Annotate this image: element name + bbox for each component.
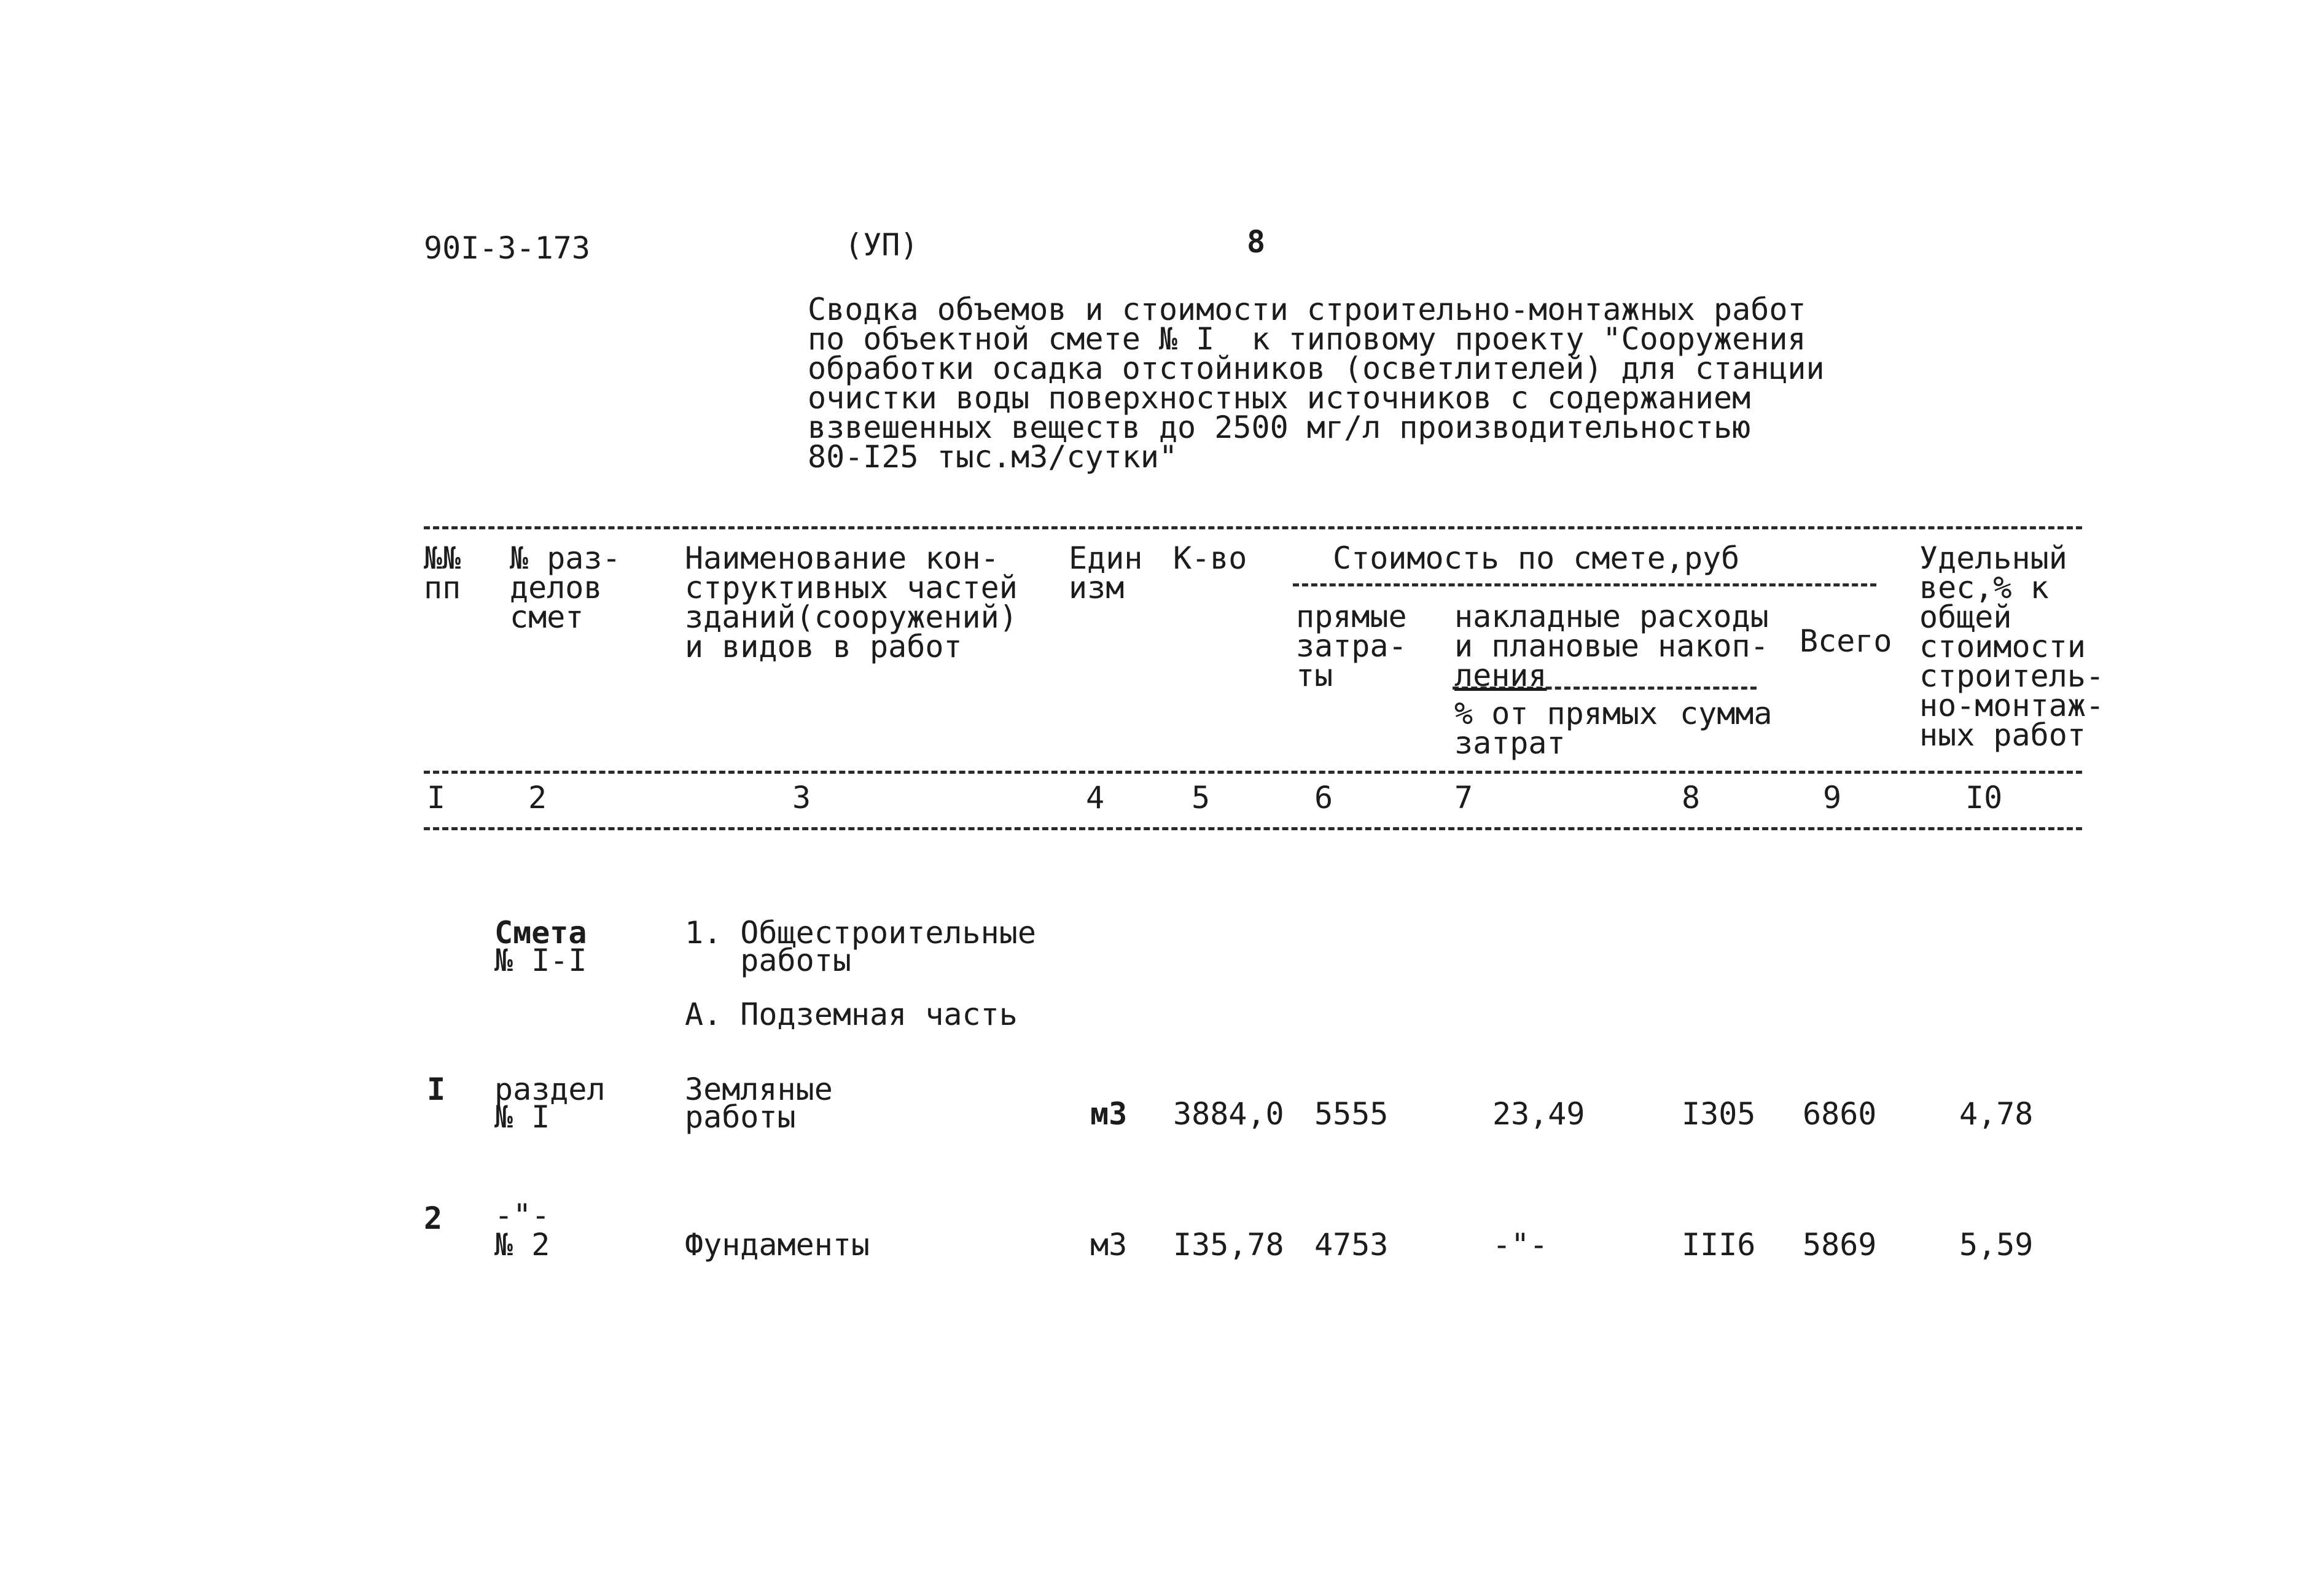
row-quantity: I35,78 bbox=[1173, 1227, 1284, 1263]
header-text: затрат bbox=[1454, 725, 1566, 761]
column-number: 3 bbox=[792, 780, 811, 816]
header-text: % от прямых bbox=[1454, 696, 1658, 731]
header-text: №№ bbox=[424, 540, 461, 576]
row-direct-cost: 5555 bbox=[1314, 1096, 1389, 1132]
header-text: № раз- bbox=[510, 540, 621, 576]
header-text: вес,% к bbox=[1919, 570, 2049, 605]
page-number: 8 bbox=[1247, 224, 1266, 260]
header-text: Наименование кон- bbox=[685, 540, 999, 576]
header-text: ных работ bbox=[1919, 717, 2086, 753]
header-text: делов bbox=[510, 570, 603, 605]
section-title: работы bbox=[685, 943, 851, 978]
row-total: 5869 bbox=[1803, 1227, 1877, 1263]
row-overhead-percent: 23,49 bbox=[1492, 1096, 1585, 1132]
header-text: накладные расходы bbox=[1454, 599, 1769, 634]
row-unit: м3 bbox=[1090, 1227, 1128, 1263]
row-share: 4,78 bbox=[1959, 1096, 2034, 1132]
header-text: стоимости bbox=[1919, 629, 2086, 664]
smeta-label: Смета bbox=[494, 915, 587, 951]
row-unit: м3 bbox=[1090, 1096, 1128, 1132]
row-share: 5,59 bbox=[1959, 1227, 2034, 1263]
row-name: Фундаменты bbox=[685, 1227, 870, 1263]
header-bottom-rule bbox=[424, 771, 2082, 774]
column-number: I0 bbox=[1965, 780, 2003, 816]
column-number: 8 bbox=[1682, 780, 1701, 816]
header-text: и видов в работ bbox=[685, 629, 962, 664]
header-text: структивных частей bbox=[685, 570, 1018, 605]
title-line: 80-I25 тыс.м3/сутки" bbox=[808, 439, 1178, 475]
header-text: прямые bbox=[1296, 599, 1407, 634]
section-title: 1. Общестроительные bbox=[685, 915, 1036, 951]
row-overhead-percent: -"- bbox=[1492, 1227, 1548, 1263]
row-razdel: раздел bbox=[494, 1072, 606, 1107]
section-subtitle: А. Подземная часть bbox=[685, 997, 1018, 1032]
row-razdel: № I bbox=[494, 1099, 550, 1135]
header-text: ления bbox=[1454, 658, 1547, 693]
column-number: I bbox=[427, 780, 446, 816]
row-total: 6860 bbox=[1803, 1096, 1877, 1132]
header-text: смет bbox=[510, 599, 584, 635]
header-col-5: К-во bbox=[1173, 540, 1247, 576]
header-cost-group: Стоимость по смете,руб bbox=[1333, 540, 1740, 576]
header-text: зданий(сооружений) bbox=[685, 599, 1018, 635]
album-label: (УП) bbox=[845, 227, 919, 263]
header-text: изм bbox=[1069, 570, 1125, 605]
header-text: общей bbox=[1919, 599, 2012, 635]
header-text: ты bbox=[1296, 658, 1333, 693]
column-numbers-rule bbox=[424, 827, 2082, 830]
title-line: обработки осадка отстойников (осветлителей) для станции bbox=[808, 351, 1825, 386]
title-line: по объектной смете № I к типовому проекту "Сооружения bbox=[808, 321, 1806, 357]
row-quantity: 3884,0 bbox=[1173, 1096, 1284, 1132]
row-razdel: № 2 bbox=[494, 1227, 550, 1263]
title-line: Сводка объемов и стоимости строительно-монтажных работ bbox=[808, 292, 1806, 327]
smeta-label: № I-I bbox=[494, 943, 587, 978]
column-number: 5 bbox=[1192, 780, 1211, 816]
row-razdel: -"- bbox=[494, 1197, 550, 1233]
header-text: но-монтаж- bbox=[1919, 688, 2105, 723]
header-text: и плановые накоп- bbox=[1454, 628, 1769, 664]
row-name: работы bbox=[685, 1099, 796, 1135]
table-top-rule bbox=[424, 526, 2082, 529]
row-number: I bbox=[427, 1072, 446, 1107]
cost-group-rule bbox=[1293, 583, 1876, 586]
column-number: 7 bbox=[1454, 780, 1473, 816]
row-direct-cost: 4753 bbox=[1314, 1227, 1389, 1263]
header-col-8: сумма bbox=[1680, 696, 1773, 731]
row-number: 2 bbox=[424, 1201, 443, 1236]
column-number: 9 bbox=[1823, 780, 1842, 816]
title-line: очистки воды поверхностных источников с содержанием bbox=[808, 380, 1751, 416]
title-line: взвешенных веществ до 2500 мг/л производительностью bbox=[808, 410, 1751, 445]
column-number: 4 bbox=[1086, 780, 1105, 816]
header-text: Един bbox=[1069, 540, 1143, 576]
column-number: 2 bbox=[528, 780, 547, 816]
row-overhead-sum: I305 bbox=[1682, 1096, 1756, 1132]
row-overhead-sum: III6 bbox=[1682, 1227, 1756, 1263]
header-col-9: Всего bbox=[1800, 623, 1892, 659]
header-text: затра- bbox=[1296, 628, 1407, 664]
row-name: Земляные bbox=[685, 1072, 833, 1107]
header-text: Удельный bbox=[1919, 540, 2067, 576]
header-text: пп bbox=[424, 570, 461, 605]
column-number: 6 bbox=[1314, 780, 1333, 816]
document-code: 90I-3-173 bbox=[424, 230, 590, 266]
header-text: строитель- bbox=[1919, 658, 2105, 694]
